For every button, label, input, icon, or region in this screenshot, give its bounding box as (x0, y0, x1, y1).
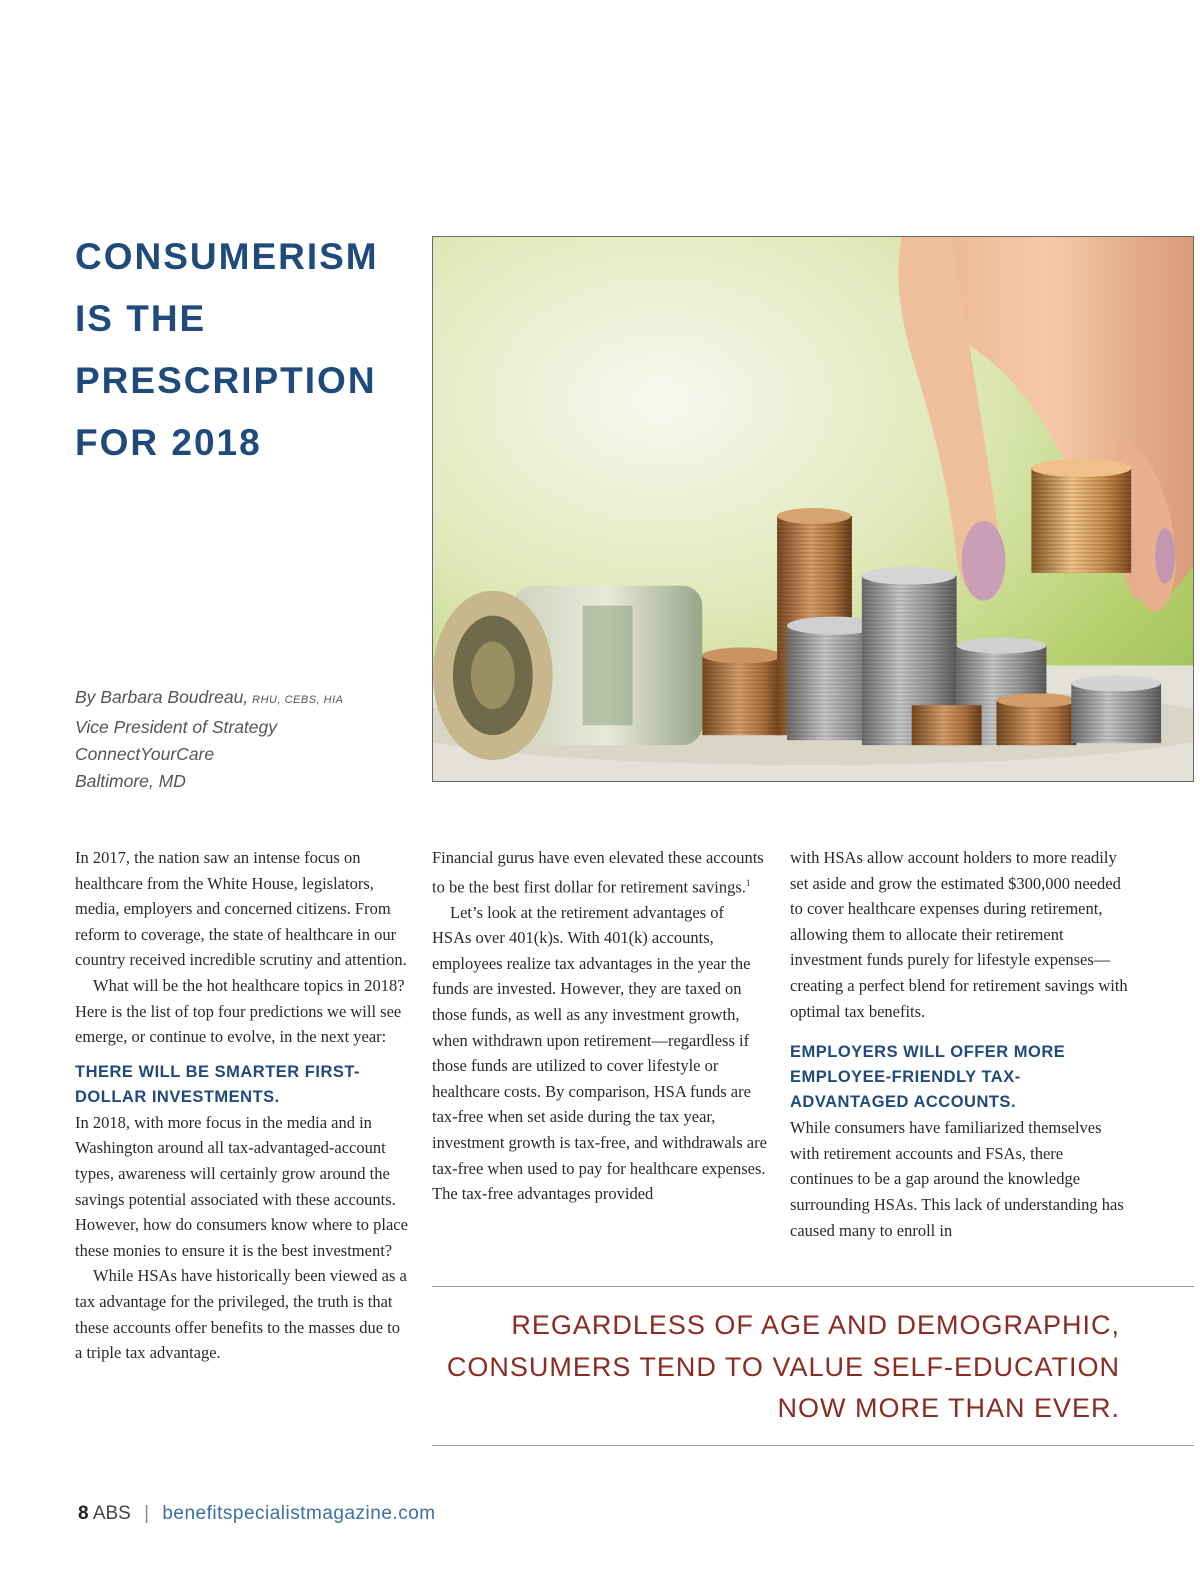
section-heading: THERE WILL BE SMARTER FIRST-DOLLAR INVESTMENTS. (75, 1062, 361, 1106)
held-coin-stack (1031, 459, 1131, 573)
coins-illustration (433, 237, 1193, 781)
page-footer (78, 1503, 436, 1525)
paragraph: with HSAs allow account holders to more readily set aside and grow the estimated $300,000 needed to cover healthcare expenses during retirement, allowing them to allocate their retirement investment funds purely for lifestyle expenses—creating a perfect blend for retirement savings with optimal tax benefits. (790, 848, 1128, 1021)
page-number: 8 (78, 1503, 89, 1524)
paragraph: What will be the hot healthcare topics in 2018? Here is the list of top four predictions we will see emerge, or continue to evolve, in the next year: (75, 975, 405, 1047)
author-credentials: RHU, CEBS, HIA (252, 694, 344, 706)
footer-separator: | (144, 1503, 150, 1524)
body-column-1 (75, 845, 410, 1366)
coins-hand-photo (432, 236, 1194, 782)
paragraph (432, 845, 767, 900)
paragraph: In 2017, the nation saw an intense focus on healthcare from the White House, legislators, media, employers and concerned citizens. From reform to coverage, the state of healthcare in our country received incredible scrutiny and attention. (75, 848, 407, 970)
headline-line: CONSUMERISM (75, 236, 379, 277)
rolled-bill (433, 586, 702, 760)
article-headline (75, 226, 415, 474)
author-byline (75, 684, 344, 795)
footnote-marker: 1 (745, 877, 751, 888)
author-name: By Barbara Boudreau, (75, 687, 249, 707)
author-title: Vice President of Strategy (75, 717, 278, 737)
body-column-2 (432, 845, 767, 1207)
headline-line: PRESCRIPTION (75, 360, 377, 401)
website-link[interactable]: benefitspecialistmagazine.com (162, 1503, 436, 1524)
headline-line: IS THE (75, 298, 207, 339)
author-location: Baltimore, MD (75, 771, 186, 791)
paragraph: Let’s look at the retirement advantages of HSAs over 401(k)s. With 401(k) accounts, employees realize tax advantages in the year the funds are invested. However, they are taxed on those funds, as well as any investment growth, when withdrawn upon retirement—regardless if those funds are utilized to cover lifestyle or healthcare costs. By comparison, HSA funds are tax-free when set aside during the tax year, investment growth is tax-free, and withdrawals are tax-free when used to pay for healthcare expenses. The tax-free advantages provided (432, 902, 767, 1204)
pullquote-bottom-rule (432, 1445, 1194, 1446)
headline-line: FOR 2018 (75, 422, 262, 463)
paragraph: While HSAs have historically been viewed as a tax advantage for the privileged, the truth is that these accounts offer benefits to the masses due to a triple tax advantage. (75, 1266, 407, 1363)
author-name-line (75, 684, 344, 714)
pullquote-top-rule (432, 1286, 1194, 1287)
body-column-3 (790, 845, 1130, 1243)
pull-quote: REGARDLESS OF AGE AND DEMOGRAPHIC, CONSUMERS TEND TO VALUE SELF-EDUCATION NOW MORE THAN EVER. (446, 1310, 1120, 1423)
paragraph: While consumers have familiarized themselves with retirement accounts and FSAs, there continues to be a gap around the knowledge surrounding HSAs. This lack of understanding has caused many to enroll in (790, 1118, 1124, 1240)
magazine-name: ABS (92, 1503, 131, 1524)
section-heading: EMPLOYERS WILL OFFER MORE EMPLOYEE-FRIENDLY TAX-ADVANTAGED ACCOUNTS. (790, 1043, 1066, 1112)
author-company: ConnectYourCare (75, 744, 215, 764)
paragraph-text: Financial gurus have even elevated these accounts to be the best first dollar for retirement savings. (432, 848, 764, 897)
paragraph: In 2018, with more focus in the media and in Washington around all tax-advantaged-account types, awareness will certainly grow around the savings potential associated with these accounts. However, how do consumers know where to place these monies to ensure it is the best investment? (75, 1112, 408, 1260)
